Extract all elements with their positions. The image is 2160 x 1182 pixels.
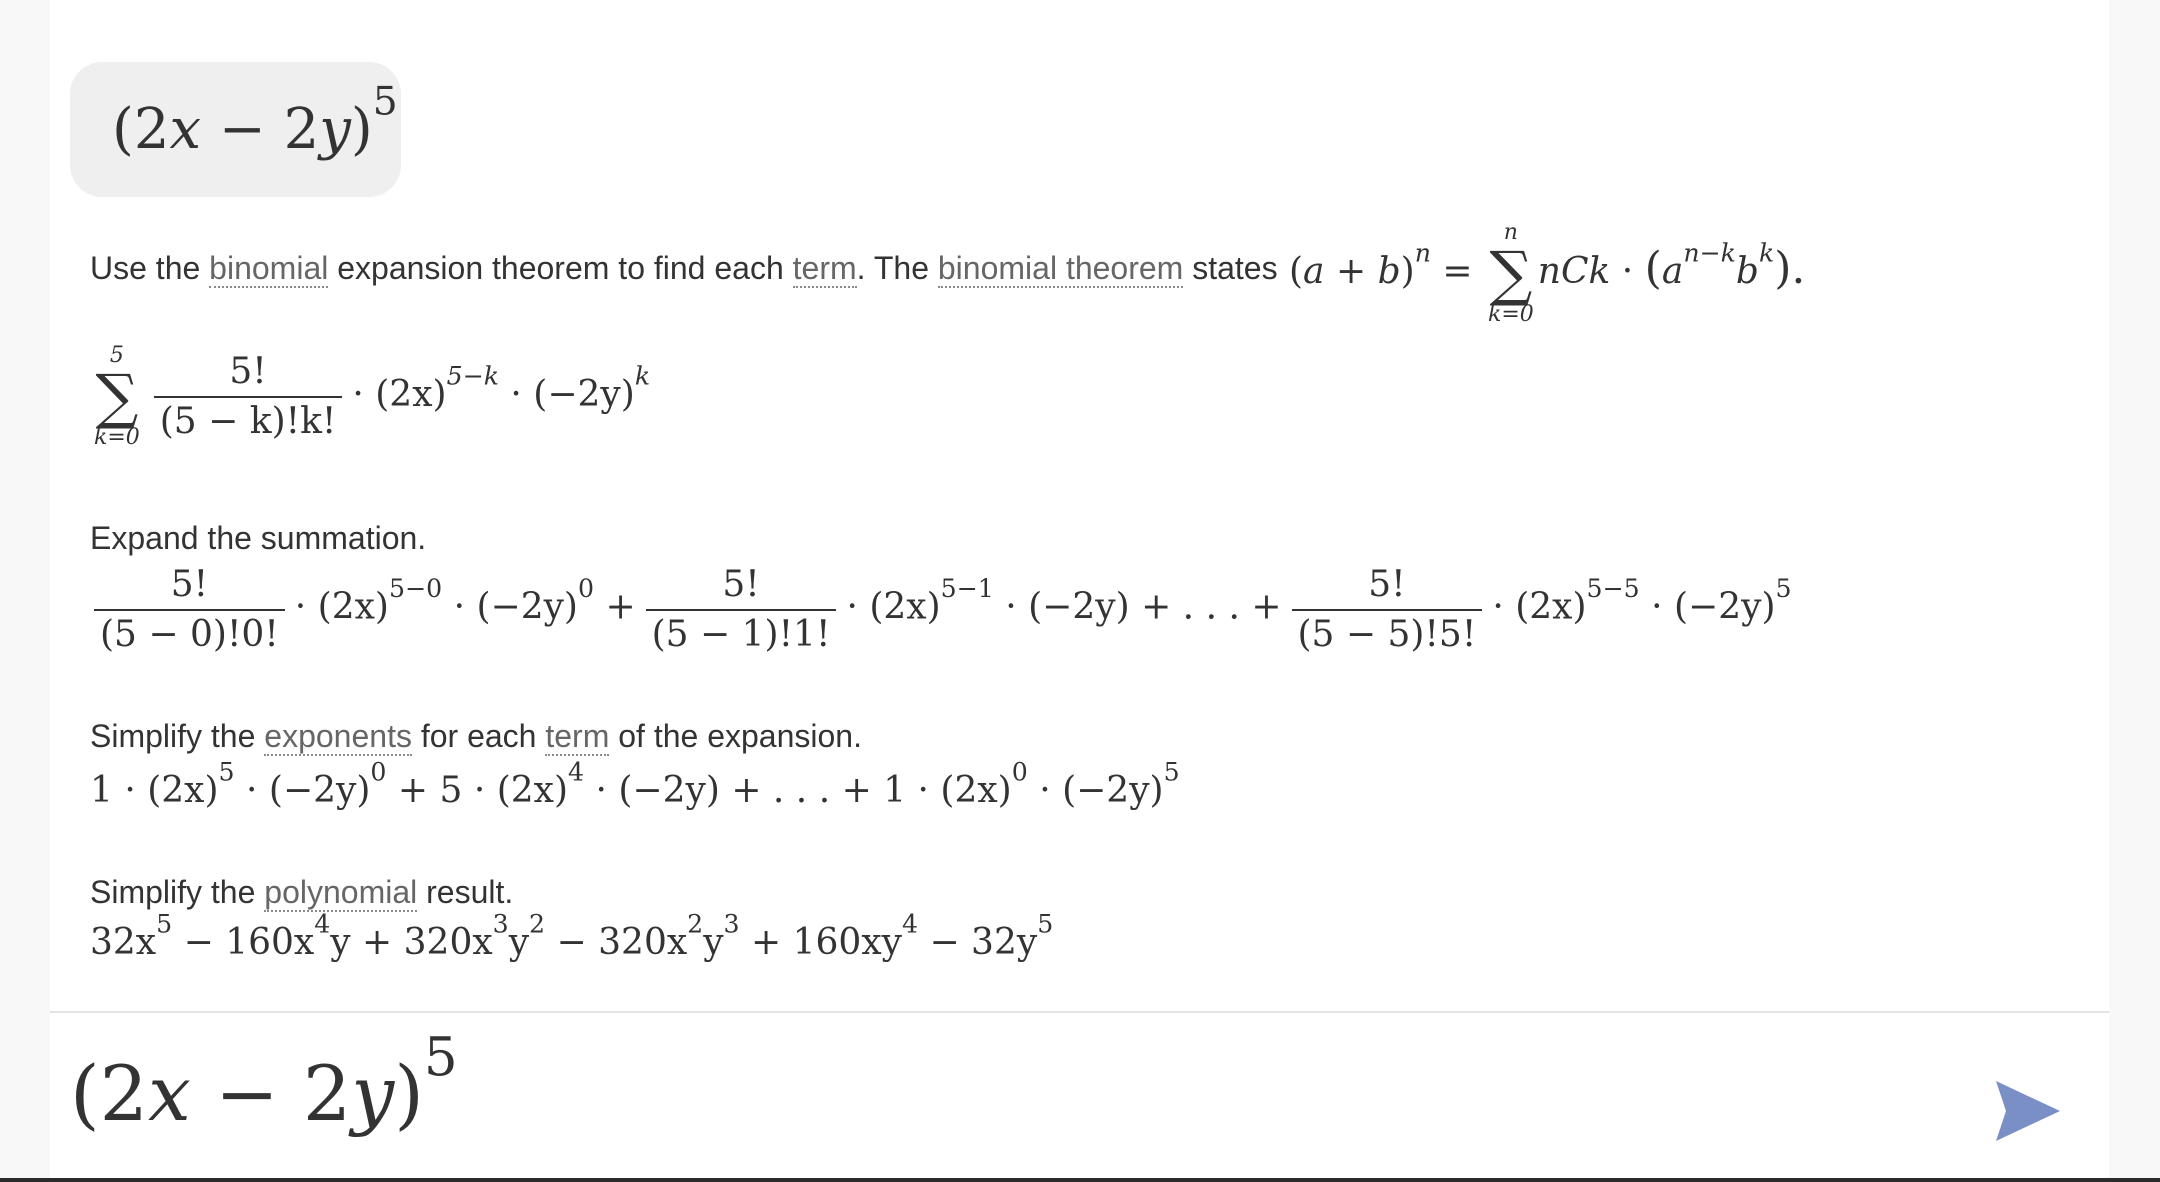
send-button[interactable]	[1992, 1075, 2064, 1147]
send-icon	[1992, 1075, 2064, 1147]
step-4-text-segment: Simplify the	[90, 874, 265, 910]
glossary-link-polynomial[interactable]: polynomial	[264, 874, 418, 910]
step-1-text	[90, 250, 1278, 287]
step-1-text-segment: states	[1183, 250, 1278, 286]
step-3-text-segment: Simplify the	[90, 718, 265, 754]
fraction: $\frac{5!}{(5 - 5)!5!}$	[1292, 565, 1483, 654]
step-4-text-segment: result.	[417, 874, 514, 910]
step-1-text-segment: Use the	[90, 250, 210, 286]
step-1-text-segment: . The	[856, 250, 938, 286]
step-3-text-segment: of the expansion.	[609, 718, 862, 754]
step-2-text: Expand the summation.	[90, 520, 427, 556]
simplified-exponents: $1 \cdot (2x)^5 \cdot (-2y)^0 + 5 \cdot (2x)^4 \cdot (-2y)$ + . . . + $1 \cdot (2x)^0 \cdot (-2y)^5$	[90, 757, 1180, 811]
input-bar	[50, 1011, 2109, 1182]
glossary-link-binomial-theorem[interactable]: binomial theorem	[937, 250, 1184, 286]
glossary-link-term[interactable]: term	[792, 250, 857, 286]
step-1-text-segment: expansion theorem to find each	[328, 250, 793, 286]
summation-expression: 5 ∑ k=0 $\frac{5!}{(5 - k)!k!}$ · $(2x)^{5-k} \cdot (-2y)^k$	[94, 343, 651, 450]
expanded-summation: $\frac{5!}{(5 - 0)!0!}$ · $(2x)^{5-0} \cdot (-2y)^0$ + $\frac{5!}{(5 - 1)!1!}$ · $(2x)^{5-1} \cdot (-2y)$ + . . . + $\frac{5!}{(5 - 5)!5!}$ · $(2x)^{5-5} \cdot (-2y)^5$	[84, 565, 1792, 654]
step-3-text-segment: for each	[411, 718, 546, 754]
glossary-link-term[interactable]: term	[545, 718, 610, 754]
question-expression: $(2x - 2y)^5$	[112, 79, 398, 162]
final-result: $32x^5 - 160x^4y + 320x^3y^2 - 320x^2y^3 + 160xy^4 - 32y^5$	[90, 909, 1054, 963]
fraction: $\frac{5!}{(5 - k)!k!}$	[154, 352, 343, 441]
math-input-field[interactable]: $(2x - 2y)^5$	[70, 1025, 458, 1138]
fraction: $\frac{5!}{(5 - 1)!1!}$	[646, 565, 837, 654]
step-3-text	[90, 718, 862, 755]
binomial-theorem-formula: $(a + b)^n$ = n ∑ k=0 nCk · $(a^{n-k}b^k)$.	[1289, 220, 1806, 327]
sigma-symbol: 5 ∑ k=0	[94, 343, 140, 450]
question-bubble	[70, 62, 401, 197]
sigma-symbol: n ∑ k=0	[1488, 220, 1534, 327]
step-4-text	[90, 874, 513, 911]
bottom-border	[0, 1178, 2160, 1182]
glossary-link-exponents[interactable]: exponents	[264, 718, 412, 754]
chat-panel	[50, 0, 2109, 1182]
fraction: $\frac{5!}{(5 - 0)!0!}$	[94, 565, 285, 654]
glossary-link-binomial[interactable]: binomial	[209, 250, 329, 286]
